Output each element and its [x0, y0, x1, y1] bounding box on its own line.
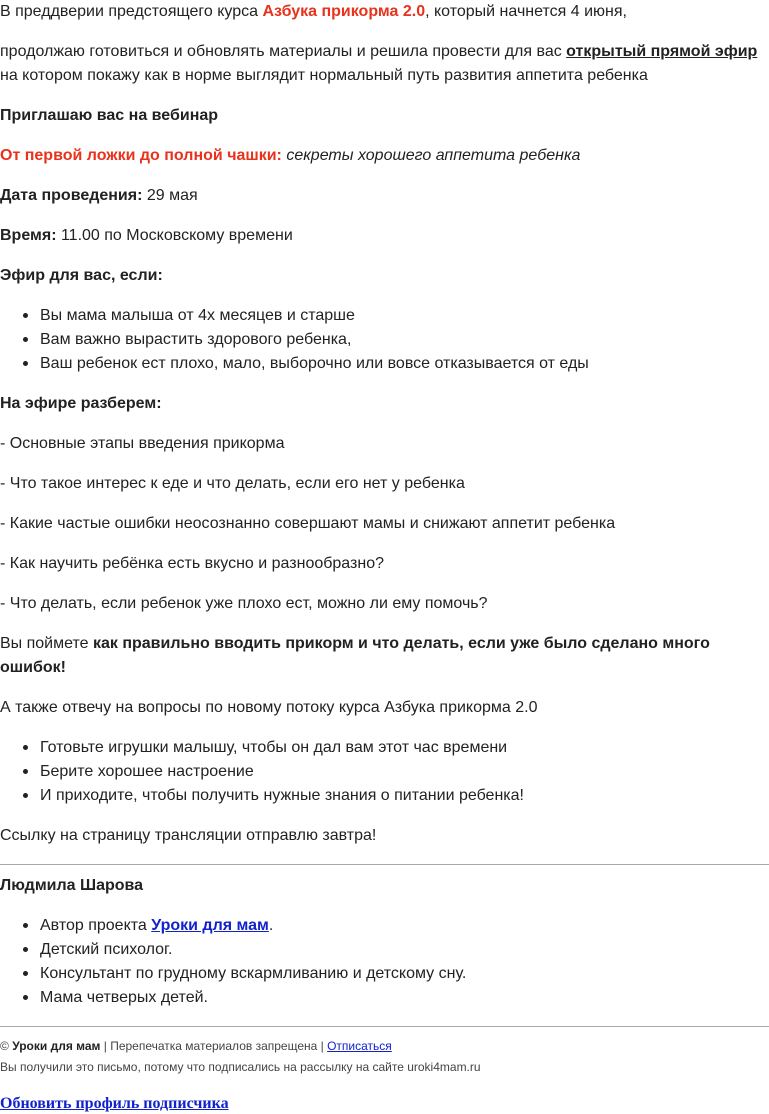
list-item: Детский психолог. — [40, 938, 172, 962]
stream-link-note: Ссылку на страницу трансляции отправлю завтра! — [0, 827, 377, 844]
list-item: Вам важно вырастить здорового ребенка, — [40, 328, 351, 352]
list-item: И приходите, чтобы получить нужные знания о питании ребенка! — [40, 784, 524, 808]
invite-heading: Приглашаю вас на вебинар — [0, 107, 219, 124]
update-profile-link[interactable]: Обновить профиль подписчика — [0, 1095, 229, 1112]
footer-copyright-line — [0, 1038, 392, 1054]
time-line — [0, 224, 293, 248]
topic-item: - Как научить ребёнка есть вкусно и разнообразно? — [0, 555, 384, 572]
author-project-item — [40, 914, 273, 938]
intro-before: В преддверии предстоящего курса — [0, 3, 263, 20]
topic-item: - Что делать, если ребенок уже плохо ест, можно ли ему помочь? — [0, 595, 488, 612]
author-project-suffix: . — [268, 917, 274, 934]
intro-paragraph — [0, 0, 627, 24]
footer-brand: Уроки для мам — [12, 1039, 101, 1053]
time-value: 11.00 по Московскому времени — [60, 227, 293, 244]
webinar-title-line — [0, 144, 580, 168]
list-item: Ваш ребенок ест плохо, мало, выборочно или вовсе отказывается от еды — [40, 352, 589, 376]
topic-item: - Основные этапы введения прикорма — [0, 435, 285, 452]
list-item: Готовьте игрушки малышу, чтобы он дал вам этот час времени — [40, 736, 507, 760]
understand-bold: как правильно вводить прикорм и что делать, если уже было сделано много ошибок! — [0, 635, 710, 676]
webinar-subtitle: секреты хорошего аппетита ребенка — [286, 147, 581, 164]
understand-before: Вы поймете — [0, 635, 93, 652]
questions-paragraph: А также отвечу на вопросы по новому потоку курса Азбука прикорма 2.0 — [0, 699, 538, 716]
date-line — [0, 184, 198, 208]
topic-item: - Что такое интерес к еде и что делать, если его нет у ребенка — [0, 475, 465, 492]
unsubscribe-link[interactable]: Отписаться — [327, 1039, 392, 1053]
footer-divider — [0, 1026, 769, 1027]
footer-reason: Вы получили это письмо, потому что подписались на рассылку на сайте uroki4mam.ru — [0, 1060, 481, 1074]
list-item: Мама четверых детей. — [40, 986, 208, 1010]
time-label: Время: — [0, 227, 57, 244]
topics-heading: На эфире разберем: — [0, 395, 162, 412]
prep-paragraph-line1 — [0, 40, 757, 64]
footer-notice: | Перепечатка материалов запрещена | — [100, 1039, 328, 1053]
list-item: Консультант по грудному вскармливанию и детскому сну. — [40, 962, 466, 986]
prep-before: продолжаю готовиться и обновлять материалы и решила провести для вас — [0, 43, 567, 60]
list-item: Вы мама малыша от 4х месяцев и старше — [40, 304, 355, 328]
author-project-prefix: Автор проекта — [40, 917, 152, 934]
divider — [0, 864, 769, 865]
date-label: Дата проведения: — [0, 187, 143, 204]
understand-paragraph — [0, 632, 760, 680]
live-stream-link[interactable]: открытый прямой эфир — [566, 43, 758, 60]
intro-after: , который начнется 4 июня, — [425, 3, 627, 20]
date-value: 29 мая — [146, 187, 198, 204]
course-name: Азбука прикорма 2.0 — [262, 3, 426, 20]
list-item: Берите хорошее настроение — [40, 760, 254, 784]
copyright-symbol: © — [0, 1039, 9, 1053]
project-link[interactable]: Уроки для мам — [151, 917, 269, 934]
prep-paragraph-line2: на котором покажу как в норме выглядит нормальный путь развития аппетита ребенка — [0, 67, 648, 84]
webinar-title: От первой ложки до полной чашки: — [0, 147, 282, 164]
author-name: Людмила Шарова — [0, 877, 144, 894]
for-you-heading: Эфир для вас, если: — [0, 267, 163, 284]
topic-item: - Какие частые ошибки неосознанно совершают мамы и снижают аппетит ребенка — [0, 515, 616, 532]
